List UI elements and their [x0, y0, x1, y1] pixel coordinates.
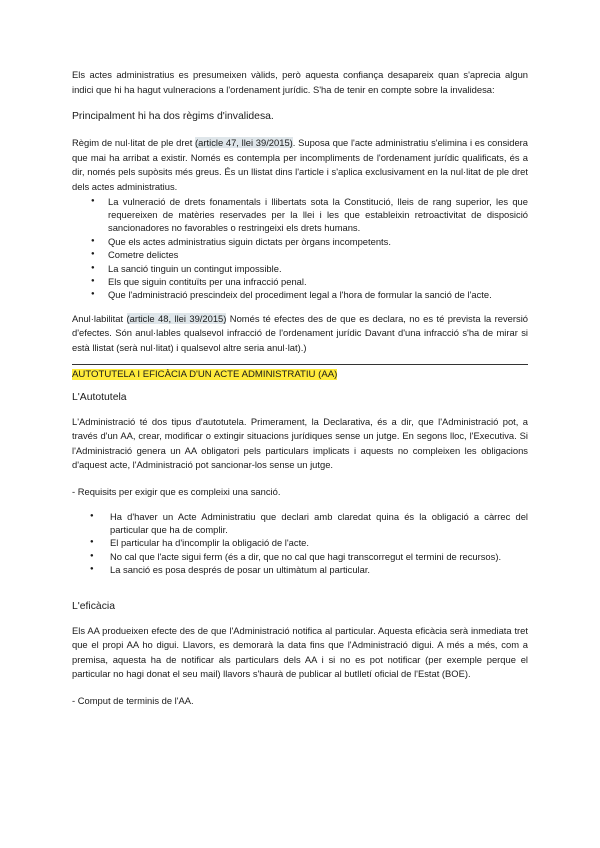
nullitat-list [72, 195, 528, 302]
list-item: ● El particular ha d'incomplir la obligació de l'acte. [72, 536, 528, 549]
regims-intro: Principalment hi ha dos règims d'invalidesa. [72, 111, 274, 123]
anullabilitat-reference: (article 48, llei 39/2015) [126, 312, 227, 324]
list-item: ● La sanció tinguin un contingut impossible. [72, 262, 528, 275]
nullitat-paragraph [72, 136, 528, 194]
autotutela-paragraph: L'Administració té dos tipus d'autotutela. Primerament, la Declarativa, és a dir, que l'Administració pot, a través d'un AA, crear, modificar o extingir situacions jurídiques sense un jutge. En segons lloc, l'Executiva. Si l'Administració genera un AA obligatori pels particulars implicats i aquests no compleixen les obligacions d'aquest acte, l'Administració pot sancionar-los sense un jutge. [72, 415, 528, 471]
section-heading: AUTOTUTELA I EFICÀCIA D'UN ACTE ADMINISTRATIU (AA) [72, 368, 338, 380]
nullitat-text: . Suposa que l'acte administratiu s'elimina i es considera que mai ha arribat a existir. Només es contempla per incompliments de l'ordenament jurídic qualificats, és a dir, només pels supòsits més greus. És un llistat dins l'article i s'aplica exclusivament en la nul·litat de ple dret dels actes administratius. [72, 137, 528, 192]
requisits-list [72, 510, 528, 577]
eficacia-title: L'eficàcia [72, 600, 115, 612]
list-item: ● La vulneració de drets fonamentals i llibertats sota la Constitució, lleis de rang superior, les que requereixen de matèries reservades per la llei i les que estableixin retroactivitat de disposició sancionadores no favorables o restringeixi els drets humans. [72, 195, 528, 235]
anullabilitat-text: Només té efectes des de que es declara, no es té prevista la reversió d'efectes. Són anul·lables qualsevol infracció de l'ordenament jurídic Davant d'una infracció s'ha de mirar si està llistat (serà nul·litat) i qualsevol altre seria anul·lat).) [72, 312, 529, 353]
anullabilitat-label: Anul·labilitat [72, 312, 124, 324]
list-item: ● Els que siguin contituïts per una infracció penal. [72, 275, 528, 288]
anullabilitat-paragraph [72, 312, 528, 356]
autotutela-title: L'Autotutela [72, 391, 127, 403]
nullitat-reference: (article 47, llei 39/2015) [195, 137, 293, 149]
list-item: ● Que l'administració prescindeix del procediment legal a l'hora de formular la sanció de l'acte. [72, 288, 528, 301]
list-item: ● La sanció es posa després de posar un ultimàtum al particular. [72, 563, 528, 576]
requisits-title: - Requisits per exigir que es compleixi una sanció. [72, 485, 281, 497]
nullitat-label: Règim de nul·litat de ple dret [72, 137, 193, 149]
list-item: ● Que els actes administratius siguin dictats per òrgans incompetents. [72, 235, 528, 248]
list-item: ● Ha d'haver un Acte Administratiu que declari amb claredat quina és la obligació a càrrec del particular que ha de complir. [72, 510, 528, 537]
comput-line: - Comput de terminis de l'AA. [72, 694, 194, 706]
document-page [72, 68, 528, 709]
list-item: ● No cal que l'acte sigui ferm (és a dir, que no cal que hagi transcorregut el termini de recursos). [72, 550, 528, 563]
list-item: ● Cometre delictes [72, 248, 528, 261]
intro-paragraph: Els actes administratius es presumeixen vàlids, però aquesta confiança desapareix quan s'aprecia algun indici que hi ha hagut vulneracions a l'ordenament jurídic. S'ha de tenir en compte sobre la invalidesa: [72, 69, 528, 95]
eficacia-paragraph: Els AA produeixen efecte des de que l'Administració notifica al particular. Aquesta eficàcia serà inmediata tret que el propi AA ho digui. Llavors, es demorarà la data fins que l'Administració digui. A més a més, com a premisa, aquesta ha de notificar als particulars dels AA i si no es pot notificar (per exemple perque el particular no hagi donat el seu mail) llavors s'haurà de publicar al butlletí oficial de l'Estat (BOE). [72, 624, 528, 680]
